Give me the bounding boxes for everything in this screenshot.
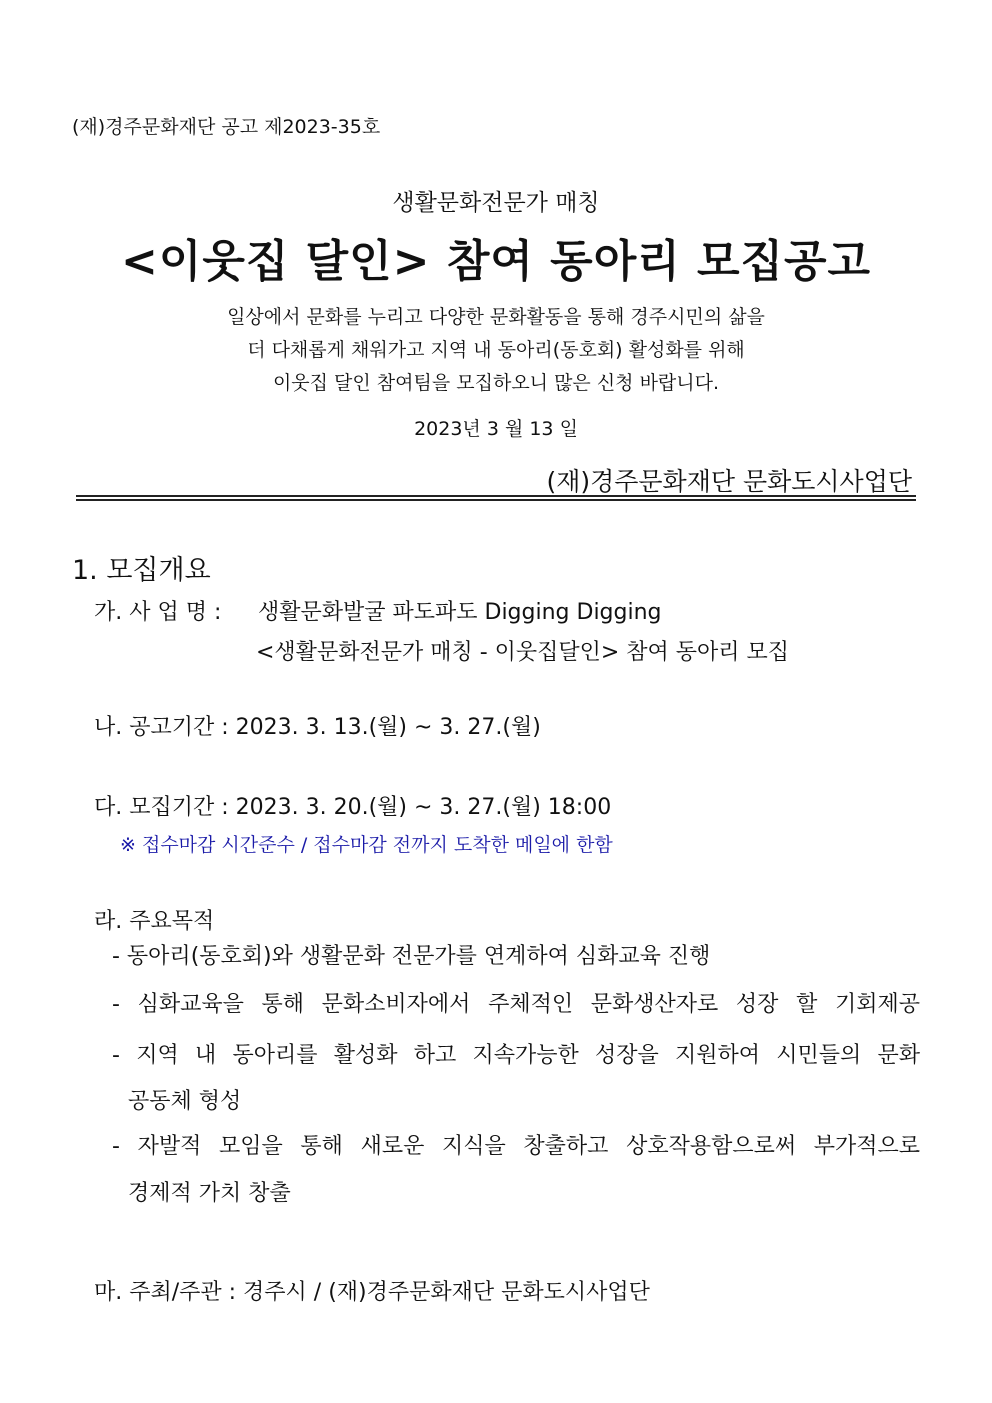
- item-ga-project-detail: <생활문화전문가 매칭 - 이웃집달인> 참여 동아리 모집: [256, 640, 790, 665]
- purpose-bullet-2: - 심화교육을 통해 문화소비자에서 주체적인 문화생산자로 성장 할 기회제공: [112, 992, 920, 1017]
- deadline-note: ※ 접수마감 시간준수 / 접수마감 전까지 도착한 메일에 한함: [120, 834, 613, 856]
- notice-number: (재)경주문화재단 공고 제2023-35호: [72, 116, 381, 138]
- section-heading: 1. 모집개요: [72, 555, 211, 586]
- purpose-bullet-4-continued: 경제적 가치 창출: [128, 1181, 291, 1206]
- item-ra-purpose: 라. 주요목적: [94, 909, 215, 934]
- document-subtitle: 생활문화전문가 매칭: [392, 190, 600, 216]
- intro-line-3: 이웃집 달인 참여팀을 모집하오니 많은 신청 바랍니다.: [272, 372, 720, 394]
- purpose-bullet-3-continued: 공동체 형성: [128, 1089, 242, 1114]
- item-da-recruitment-period: 다. 모집기간 : 2023. 3. 20.(월) ~ 3. 27.(월) 18:00: [94, 795, 612, 820]
- intro-line-2: 더 다채롭게 채워가고 지역 내 동아리(동호회) 활성화를 위해: [247, 339, 745, 361]
- purpose-bullet-3: - 지역 내 동아리를 활성화 하고 지속가능한 성장을 지원하여 시민들의 문화: [112, 1043, 920, 1068]
- item-ga-project-name: 생활문화발굴 파도파도 Digging Digging: [258, 600, 662, 625]
- purpose-bullet-1: - 동아리(동호회)와 생활문화 전문가를 연계하여 심화교육 진행: [112, 944, 711, 969]
- item-ma-organizer: 마. 주최/주관 : 경주시 / (재)경주문화재단 문화도시사업단: [94, 1280, 650, 1305]
- issuer-name: (재)경주문화재단 문화도시사업단: [546, 467, 912, 496]
- document-title: <이웃집 달인> 참여 동아리 모집공고: [120, 236, 872, 287]
- notice-date: 2023년 3 월 13 일: [414, 418, 578, 440]
- header-divider: [76, 495, 916, 501]
- purpose-bullet-4: - 자발적 모임을 통해 새로운 지식을 창출하고 상호작용함으로써 부가적으로: [112, 1134, 920, 1159]
- item-ga-label: 가. 사 업 명 :: [94, 600, 222, 625]
- intro-line-1: 일상에서 문화를 누리고 다양한 문화활동을 통해 경주시민의 삶을: [227, 306, 765, 328]
- item-na-announcement-period: 나. 공고기간 : 2023. 3. 13.(월) ~ 3. 27.(월): [94, 715, 541, 740]
